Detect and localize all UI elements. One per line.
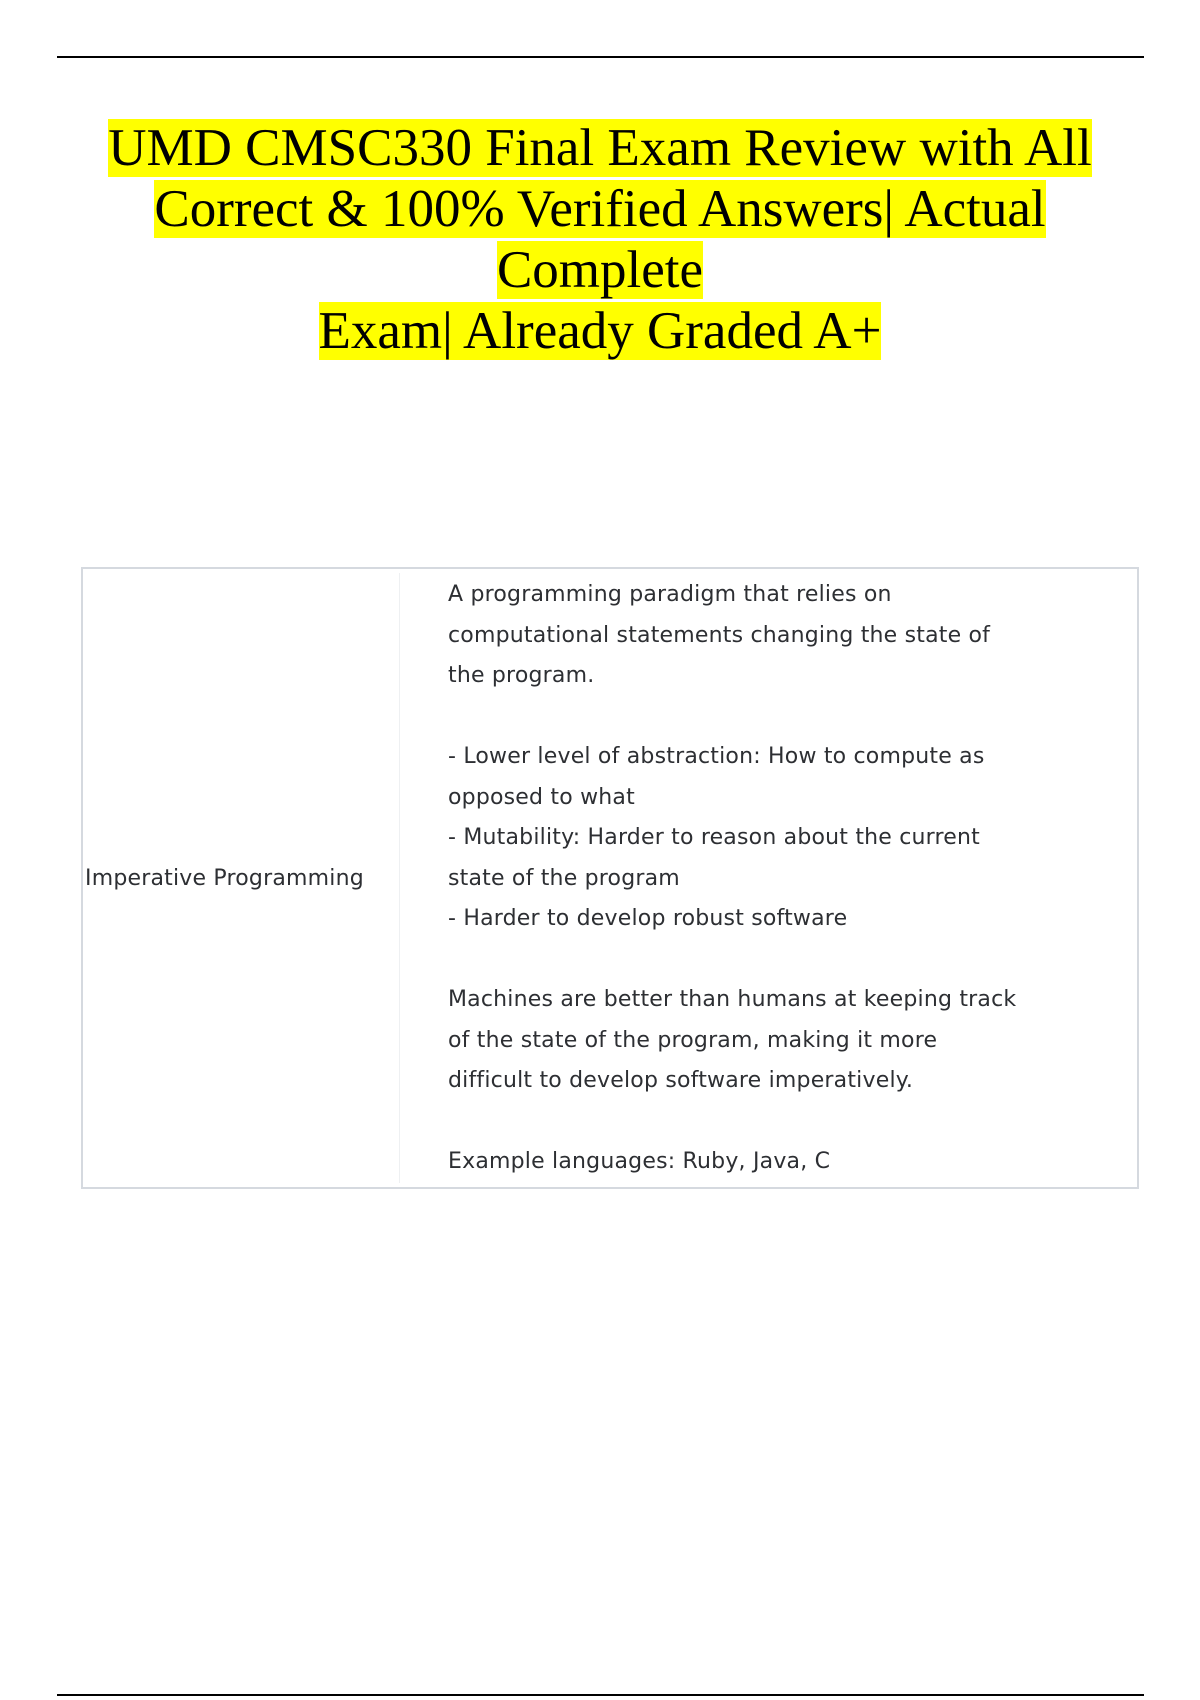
footer-rule xyxy=(57,1694,1144,1696)
flashcard xyxy=(81,567,1139,1189)
term-text: Imperative Programming xyxy=(85,865,364,891)
definition-line: opposed to what xyxy=(448,784,635,810)
definition-paragraph xyxy=(448,1142,1048,1183)
flashcard-definition xyxy=(448,575,1048,1183)
definition-line: - Mutability: Harder to reason about the current xyxy=(448,825,980,850)
definition-line: computational statements changing the state of xyxy=(448,622,991,648)
definition-line: Example languages: Ruby, Java, C xyxy=(448,1149,831,1174)
definition-line: of the state of the program, making it more xyxy=(448,1027,938,1053)
title-line: Correct & 100% Verified Answers| Actual Complete xyxy=(154,180,1046,299)
definition-paragraph xyxy=(448,575,1048,697)
title-line: UMD CMSC330 Final Exam Review with All xyxy=(108,119,1092,177)
header-rule xyxy=(57,56,1144,58)
definition-line: A programming paradigm that relies on xyxy=(448,582,892,607)
definition-line: Machines are better than humans at keeping track xyxy=(448,987,1017,1012)
definition-line: difficult to develop software imperatively. xyxy=(448,1068,914,1093)
definition-line: - Harder to develop robust software xyxy=(448,906,848,931)
flashcard-term xyxy=(85,569,385,1187)
definition-paragraph xyxy=(448,737,1048,940)
card-divider xyxy=(399,573,400,1183)
definition-paragraph xyxy=(448,980,1048,1102)
definition-line: the program. xyxy=(448,663,595,688)
title-line: Exam| Already Graded A+ xyxy=(318,302,882,360)
definition-line: - Lower level of abstraction: How to compute as xyxy=(448,744,985,769)
document-title xyxy=(50,118,1150,362)
definition-line: state of the program xyxy=(448,865,680,891)
